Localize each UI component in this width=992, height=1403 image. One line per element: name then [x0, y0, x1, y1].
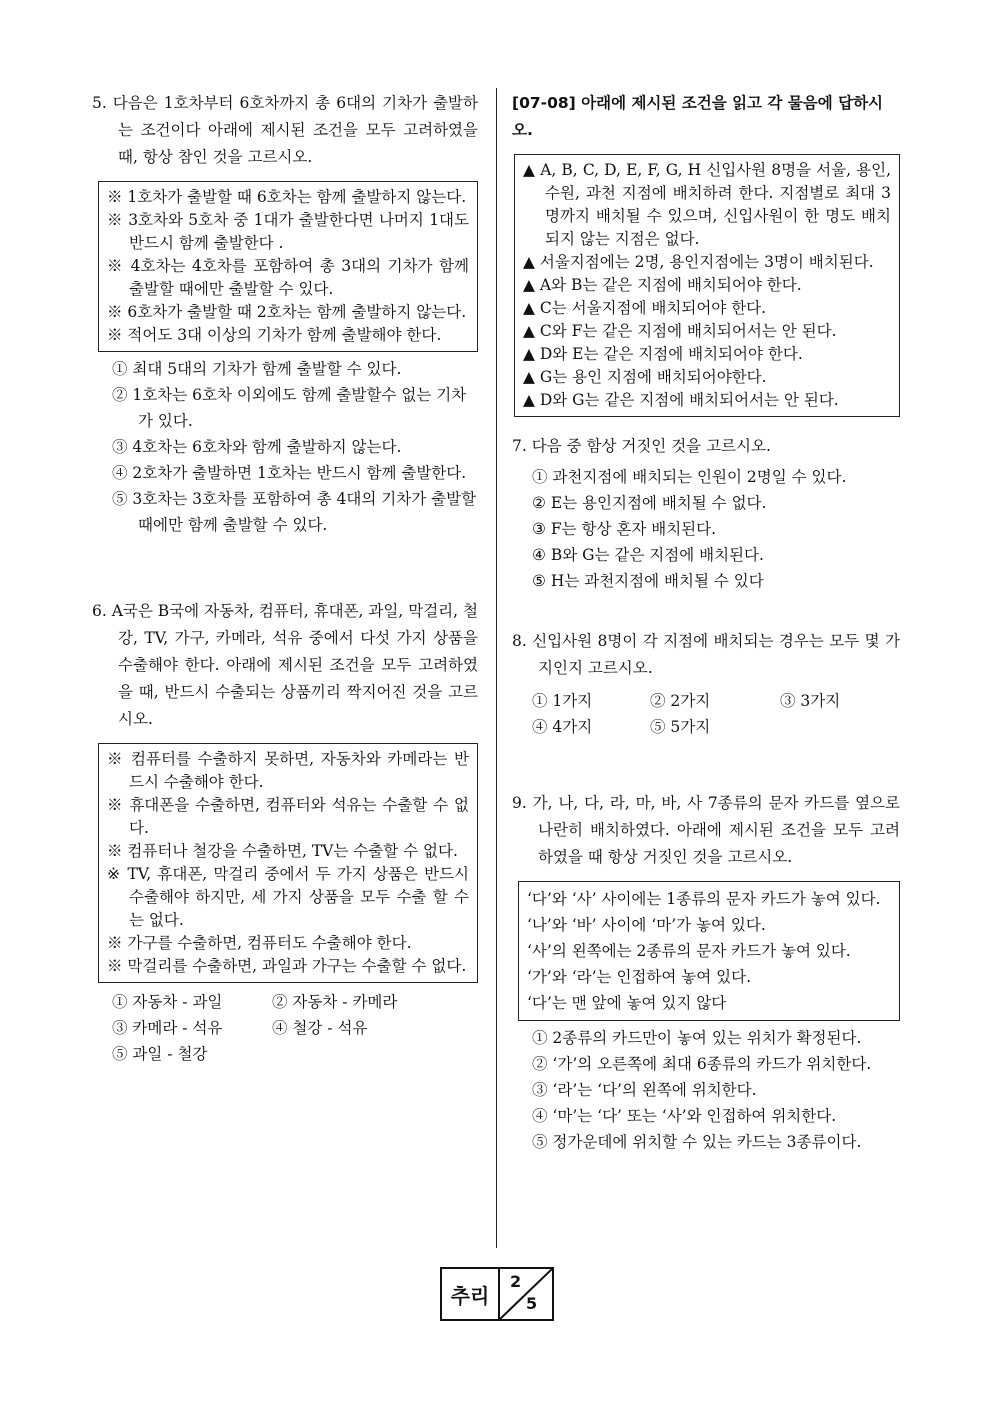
condition: ‘나’와 ‘바’ 사이에 ‘마’가 놓여 있다. [527, 916, 766, 934]
condition: ※ 적어도 3대 이상의 기차가 함께 출발해야 한다. [107, 326, 442, 344]
answer-option[interactable]: ④ 4가지 [532, 718, 593, 736]
right-column [512, 90, 900, 1155]
answer-option[interactable]: ⑤ 정가운데에 위치할 수 있는 카드는 3종류이다. [532, 1133, 862, 1151]
answer-option[interactable]: ① 2종류의 카드만이 놓여 있는 위치가 확정된다. [532, 1029, 862, 1047]
left-column [92, 90, 478, 1067]
condition: ※ TV, 휴대폰, 막걸리 중에서 두 가지 상품은 반드시 수출해야 하지만, 세 가지 상품을 모두 수출 할 수는 없다. [107, 865, 469, 929]
question-9 [512, 790, 900, 1155]
page-total: 5 [526, 1294, 538, 1313]
column-divider [496, 88, 497, 1248]
condition: ※ 컴퓨터를 수출하지 못하면, 자동차와 카메라는 반드시 수출해야 한다. [107, 750, 469, 791]
page-number-box [500, 1269, 552, 1319]
condition: ※ 막걸리를 수출하면, 과일과 가구는 수출할 수 없다. [107, 957, 467, 975]
question-5 [92, 90, 478, 538]
condition: ▲ 서울지점에는 2명, 용인지점에는 3명이 배치된다. [523, 253, 874, 271]
question-5-options [112, 356, 478, 538]
page-number: 2 [510, 1272, 522, 1291]
condition: ※ 6호차가 출발할 때 2호차는 함께 출발하지 않는다. [107, 303, 467, 321]
condition: ‘가’와 ‘라’는 인접하여 놓여 있다. [527, 968, 752, 986]
answer-option[interactable]: ③ F는 항상 혼자 배치된다. [532, 520, 717, 538]
condition: ※ 컴퓨터나 철강을 수출하면, TV는 수출할 수 없다. [107, 842, 458, 860]
condition: ▲ C는 서울지점에 배치되어야 한다. [523, 299, 767, 317]
section-heading: [07-08] 아래에 제시된 조건을 읽고 각 물음에 답하시오. [512, 94, 884, 139]
answer-option[interactable]: ③ 4호차는 6호차와 함께 출발하지 않는다. [112, 438, 402, 456]
question-5-conditions [98, 181, 478, 352]
condition: ‘사’의 왼쪽에는 2종류의 문자 카드가 놓여 있다. [527, 942, 851, 960]
condition: ※ 가구를 수출하면, 컴퓨터도 수출해야 한다. [107, 934, 412, 952]
question-6-text: 6. A국은 B국에 자동차, 컴퓨터, 휴대폰, 과일, 막걸리, 철강, TV, 가구, 카메라, 석유 중에서 다섯 가지 상품을 수출해야 한다. 아래에 제시된 조건을 모두 고려하였을 때, 반드시 수출되는 상품끼리 짝지어진 것을 고르시오. [92, 602, 478, 728]
question-9-options [532, 1025, 900, 1155]
answer-option[interactable]: ④ B와 G는 같은 지점에 배치된다. [532, 546, 764, 564]
answer-option[interactable]: ④ 2호차가 출발하면 1호차는 반드시 함께 출발한다. [112, 464, 467, 482]
question-5-text: 5. 다음은 1호차부터 6호차까지 총 6대의 기차가 출발하는 조건이다 아래에 제시된 조건을 모두 고려하였을 때, 항상 참인 것을 고르시오. [92, 94, 478, 166]
answer-option[interactable]: ① 1가지 [532, 692, 593, 710]
answer-option[interactable]: ② 1호차는 6호차 이외에도 함께 출발할수 없는 기차가 있다. [112, 386, 467, 430]
condition: ‘다’는 맨 앞에 놓여 있지 않다 [527, 994, 727, 1012]
condition: ‘다’와 ‘사’ 사이에는 1종류의 문자 카드가 놓여 있다. [527, 890, 881, 908]
answer-option[interactable]: ③ ‘라’는 ‘다’의 왼쪽에 위치한다. [532, 1081, 757, 1099]
condition: ▲ D와 G는 같은 지점에 배치되어서는 안 된다. [523, 391, 839, 409]
answer-option[interactable]: ① 자동차 - 과일 [112, 993, 223, 1011]
condition: ▲ D와 E는 같은 지점에 배치되어야 한다. [523, 345, 803, 363]
question-6 [92, 598, 478, 1067]
question-8-options [532, 688, 900, 740]
question-7 [512, 433, 900, 594]
answer-option[interactable]: ① 과천지점에 배치되는 인원이 2명일 수 있다. [532, 468, 847, 486]
answer-option[interactable]: ② E는 용인지점에 배치될 수 없다. [532, 494, 767, 512]
condition: ▲ A와 B는 같은 지점에 배치되어야 한다. [523, 276, 802, 294]
answer-option[interactable]: ③ 카메라 - 석유 [112, 1019, 223, 1037]
condition: ※ 3호차와 5호차 중 1대가 출발한다면 나머지 1대도 반드시 함께 출발한다 . [107, 211, 469, 252]
answer-option[interactable]: ② 자동차 - 카메라 [272, 993, 398, 1011]
answer-option[interactable]: ④ 철강 - 석유 [272, 1019, 368, 1037]
answer-option[interactable]: ⑤ 과일 - 철강 [112, 1045, 208, 1063]
condition: ※ 1호차가 출발할 때 6호차는 함께 출발하지 않는다. [107, 188, 467, 206]
question-9-text: 9. 가, 나, 다, 라, 마, 바, 사 7종류의 문자 카드를 옆으로 나란히 배치하였다. 아래에 제시된 조건을 모두 고려하였을 때 항상 거짓인 것을 고르시오. [512, 794, 900, 866]
answer-option[interactable]: ③ 3가지 [780, 692, 841, 710]
section-07-08-conditions [514, 154, 900, 417]
question-6-options [112, 989, 478, 1067]
section-07-08 [512, 90, 900, 417]
question-7-options [532, 464, 900, 594]
question-6-conditions [98, 743, 478, 983]
subject-label: 추리 [442, 1269, 500, 1319]
answer-option[interactable]: ⑤ H는 과천지점에 배치될 수 있다 [532, 572, 764, 590]
condition: ▲ A, B, C, D, E, F, G, H 신입사원 8명을 서울, 용인, 수원, 과천 지점에 배치하려 한다. 지점별로 최대 3명까지 배치될 수 있으며, 신입사원이 한 명도 배치되지 않는 지점은 없다. [523, 161, 891, 248]
answer-option[interactable]: ② ‘가’의 오른쪽에 최대 6종류의 카드가 위치한다. [532, 1055, 872, 1073]
condition: ※ 4호차는 4호차를 포함하여 총 3대의 기차가 함께 출발할 때에만 출발할 수 있다. [107, 257, 469, 298]
condition: ▲ G는 용인 지점에 배치되어야한다. [523, 368, 767, 386]
answer-option[interactable]: ⑤ 5가지 [650, 718, 711, 736]
answer-option[interactable]: ① 최대 5대의 기차가 함께 출발할 수 있다. [112, 360, 402, 378]
answer-option[interactable]: ⑤ 3호차는 3호차를 포함하여 총 4대의 기차가 출발할 때에만 함께 출발할 수 있다. [112, 490, 477, 534]
condition: ▲ C와 F는 같은 지점에 배치되어서는 안 된다. [523, 322, 837, 340]
page-footer [440, 1267, 554, 1321]
question-7-text: 7. 다음 중 함상 거짓인 것을 고르시오. [512, 437, 771, 455]
question-8 [512, 628, 900, 740]
answer-option[interactable]: ② 2가지 [650, 692, 711, 710]
question-9-conditions [518, 881, 900, 1021]
question-8-text: 8. 신입사원 8명이 각 지점에 배치되는 경우는 모두 몇 가지인지 고르시오. [512, 632, 900, 677]
condition: ※ 휴대폰을 수출하면, 컴퓨터와 석유는 수출할 수 없다. [107, 796, 469, 837]
answer-option[interactable]: ④ ‘마’는 ‘다’ 또는 ‘사’와 인접하여 위치한다. [532, 1107, 837, 1125]
